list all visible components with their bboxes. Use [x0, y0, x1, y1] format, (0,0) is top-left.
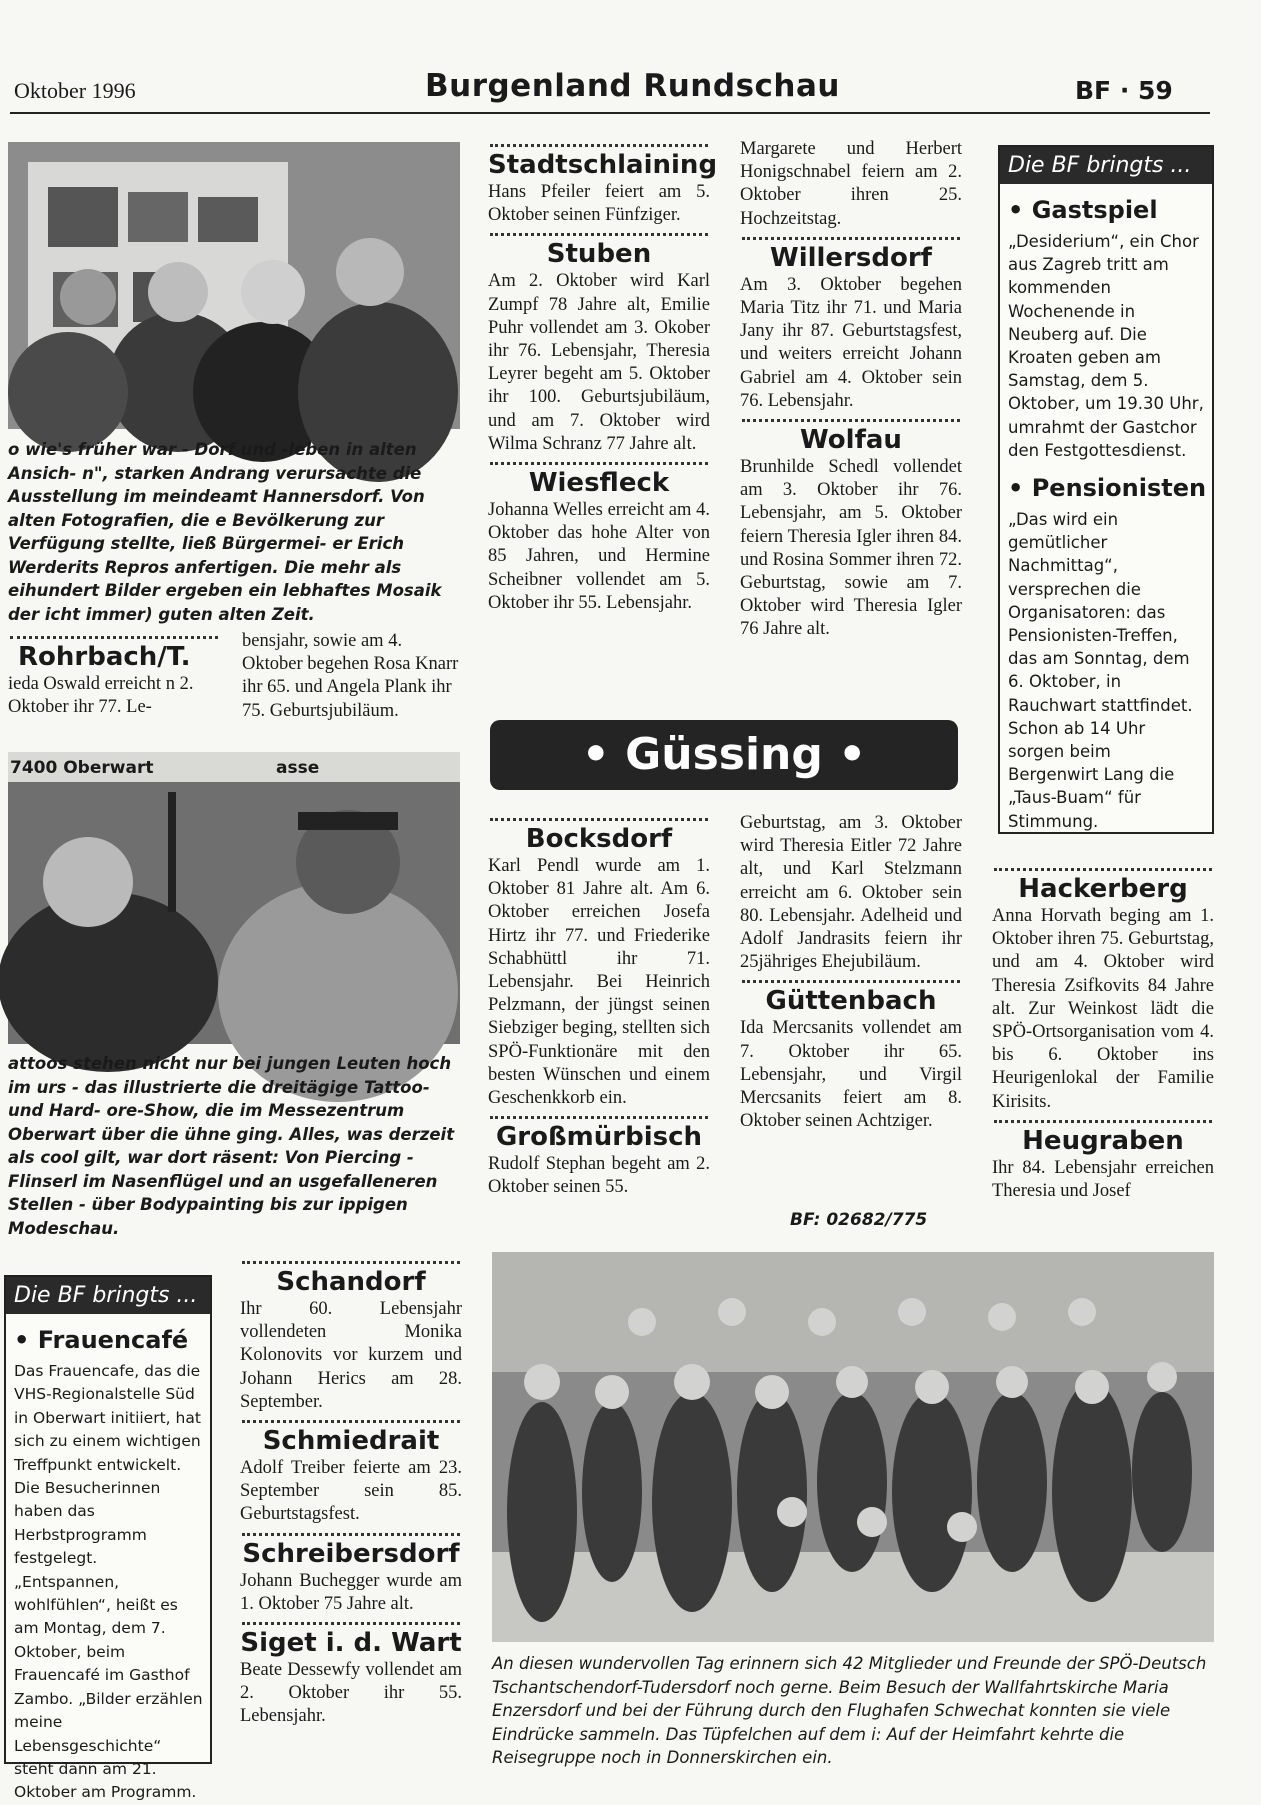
page-number: BF · 59 — [1075, 76, 1173, 105]
grossmuerbisch-heading: Großmürbisch — [495, 1122, 703, 1153]
stadtschlaining-heading: Stadtschlaining — [488, 150, 718, 180]
pensionisten-heading: • Pensionisten — [1008, 474, 1207, 503]
schandorf-text: Ihr 60. Lebensjahr vollendeten Monika Kolonovits vor kurzem und Johann Herics am 28. September. — [240, 1299, 462, 1412]
tattoo-caption: attoos stehen nicht nur bei jungen Leuten hoch im urs - das illustrierte die dreitägige Tattoo- und Hard- ore-Show, die im Messezentrum Oberwart über die ühne ging. Alles, was derzeit als cool gilt, war dort räsent: Von Piercing - Flinserl im Nasenflügel und an usgefalleneren Stellen - über Bodypainting bis zur ippigen Modeschau. — [8, 1054, 455, 1238]
divider — [742, 980, 960, 983]
divider — [490, 1116, 708, 1119]
heugraben-text: Ihr 84. Lebensjahr erreichen Theresia und Josef — [992, 1157, 1214, 1202]
box2-title: Die BF bringts ... — [6, 1277, 210, 1314]
wiesfleck-text: Johanna Welles erreicht am 4. Oktober das hohe Alter von 85 Jahren, und Hermine Scheibner vollendet am 5. Oktober ihr 55. Lebensjahr. — [488, 500, 710, 613]
wiesfleck-heading: Wiesfleck — [528, 468, 670, 499]
rohrbach-section — [8, 630, 220, 719]
exhibition-caption: o wie's früher war - Dorf und -leben in alten Ansich- n", starken Andrang verursachte die Ausstellung im meindeamt Hannersdorf. Von alten Fotografien, die e Bevölkerung zur Verfügung stellte, ließ Bürgermei- er Erich Werderits Repros anfertigen. Die mehr als eihundert Bilder ergeben ein lebhaftes Mosaik der icht immer) guten alten Zeit. — [8, 440, 442, 624]
bf-bringts-box-2 — [4, 1275, 212, 1802]
stuben-heading: Stuben — [546, 239, 652, 270]
rohrbach-heading: Rohrbach/T. — [18, 642, 191, 672]
siget-text: Beate Dessewfy vollendet am 2. Oktober ihr 55. Lebensjahr. — [240, 1660, 462, 1727]
divider — [490, 818, 708, 821]
siget-heading: Siget i. d. Wart — [240, 1628, 462, 1659]
bocksdorf-text: Karl Pendl wurde am 1. Oktober 81 Jahre alt. Am 6. Oktober erreichen Josefa Hirtz ihr 77. und Friederike Schabhüttl ihr 71. Lebensjahr. Bei Heinrich Pelzmann, der jüngst seinen Siebziger beging, stellten sich SPÖ-Funktionäre mit den besten Wünschen und einem Geschenkkorb ein. — [488, 856, 710, 1109]
divider — [742, 237, 960, 240]
column-2-bottom — [240, 1255, 462, 1775]
rohrbach-text-a: ieda Oswald erreicht n 2. Oktober ihr 77. Le- — [8, 674, 194, 718]
hackerberg-text: Anna Horvath beging am 1. Oktober ihren 75. Geburtstag, und am 4. Oktober wird Theresia Zsifkovits 84 Jahre alt. Zur Weinkost lädt die SPÖ-Ortsorganisation vom 4. bis 6. Oktober ins Heurigenlokal der Familie Kirisits. — [992, 906, 1214, 1112]
guettenbach-text: Ida Mercsanits vollendet am 7. Oktober ihr 65. Lebensjahr, und Virgil Mercsanits feiert am 8. Oktober seinen Achtziger. — [740, 1018, 962, 1132]
guessing-banner: • Güssing • — [490, 720, 958, 790]
gastspiel-heading: • Gastspiel — [1008, 196, 1158, 224]
divider — [242, 1533, 460, 1536]
guettenbach-heading: Güttenbach — [765, 986, 937, 1017]
tattoo-photo-art — [8, 752, 460, 1044]
divider — [994, 1120, 1212, 1123]
issue-date: Oktober 1996 — [14, 78, 136, 103]
frauencafe-heading: • Frauencafé — [14, 1326, 189, 1354]
group-photo — [492, 1252, 1214, 1642]
group-photo-art — [492, 1252, 1214, 1642]
divider — [490, 462, 708, 465]
bocksdorf-heading: Bocksdorf — [525, 824, 673, 854]
box1-title: Die BF bringts ... — [1000, 147, 1212, 184]
gastspiel-text: „Desiderium“, ein Chor aus Zagreb tritt am kommenden Wochenende in Neuberg auf. Die Kroaten geben am Samstag, dem 5. Oktober, um 19.30 Uhr, umrahmt der Gastchor den Festgottesdienst. — [1008, 232, 1204, 460]
heugraben-heading: Heugraben — [1022, 1125, 1184, 1156]
eitler-text: Geburtstag, am 3. Oktober wird Theresia Eitler 72 Jahre alt, und Karl Stelzmann erreicht am 6. Oktober sein 80. Lebensjahr. Adelheid und Adolf Jandrasits feiern ihr 25jähriges Ehejubiläum. — [740, 813, 962, 973]
divider — [490, 233, 708, 236]
sign-asse: asse — [276, 758, 320, 778]
bf-phone: BF: 02682/775 — [790, 1210, 928, 1230]
sign-oberwart: 7400 Oberwart — [10, 758, 154, 778]
bf-bringts-box-1 — [998, 145, 1214, 834]
column-2-top — [488, 138, 718, 698]
column-3-top — [740, 138, 962, 698]
column-2-middle — [488, 812, 710, 1242]
hackerberg-heading: Hackerberg — [1018, 874, 1188, 904]
wolfau-heading: Wolfau — [800, 425, 902, 456]
stuben-text: Am 2. Oktober wird Karl Zumpf 78 Jahre alt, Emilie Puhr vollendet am 3. Okober ihr 76. Lebensjahr, Theresia Leyrer begeht am 5. Oktober ihr 100. Geburtsjubiläum, und am 7. Oktober wird Wilma Schranz 77 Jahre alt. — [488, 271, 710, 454]
wolfau-text: Brunhilde Schedl vollendet am 3. Oktober ihr 76. Lebensjahr, am 5. Oktober feiern Theresia Igler ihren 84. und Rosina Sommer ihren 72. Geburtstag, sowie am 7. Oktober wird Theresia Igler 76 Jahre alt. — [740, 457, 962, 640]
exhibition-photo-art — [8, 142, 460, 429]
pensionisten-text: „Das wird ein gemütlicher Nachmittag“, versprechen die Organisatoren: das Pensionisten-Treffen, das am Sonntag, dem 6. Oktober, in Rauchwart stattfindet. Schon ab 14 Uhr sorgen beim Bergenwirt Lang die „Taus-Buam“ für Stimmung. — [1008, 510, 1193, 831]
exhibition-photo — [8, 142, 460, 429]
divider — [10, 636, 218, 639]
willersdorf-text: Am 3. Oktober begehen Maria Titz ihr 71. und Maria Jany ihr 87. Geburtstagsfest, und weiters erreicht Johann Gabriel am 4. Oktober sein 76. Lebensjahr. — [740, 274, 962, 411]
tattoo-photo — [8, 752, 460, 1044]
group-caption: An diesen wundervollen Tag erinnern sich 42 Mitglieder und Freunde der SPÖ-Deutsch Tschantschendorf-Tudersdorf noch gerne. Beim Besuch der Wallfahrtskirche Maria Enzersdorf und bei der Führung durch den Flughafen Schwechat konnten sie viele Eindrücke sammeln. Das Tüpfelchen auf dem i: Auf der Heimfahrt kehrte die Reisegruppe noch in Donnerskirchen ein. — [492, 1654, 1207, 1767]
divider — [742, 419, 960, 422]
schreibersdorf-text: Johann Buchegger wurde am 1. Oktober 75 Jahre alt. — [240, 1570, 462, 1614]
schmiedrait-text: Adolf Treiber feierte am 23. September sein 85. Geburtstagsfest. — [240, 1458, 462, 1525]
column-4-middle — [992, 862, 1214, 1237]
column-3-middle — [740, 812, 962, 1192]
schreibersdorf-heading: Schreibersdorf — [242, 1538, 460, 1569]
schmiedrait-heading: Schmiedrait — [262, 1426, 440, 1457]
frauencafe-text: Das Frauencafe, das die VHS-Regionalstelle Süd in Oberwart initiiert, hat sich zu einem wichtigen Treffpunkt entwickelt. Die Besucherinnen haben das Herbstprogramm festgelegt. „Entspannen, wohlfühlen“, heißt es am Montag, dem 7. Oktober, beim Frauencafé im Gasthof Zambo. „Bilder erzählen meine Lebensgeschichte“ steht dann am 21. Oktober am Programm. — [14, 1362, 203, 1802]
rohrbach-text-b: bensjahr, sowie am 4. Oktober begehen Rosa Knarr ihr 65. und Angela Plank ihr 75. Geburtsjubiläum. — [242, 631, 459, 721]
honigschnabel-text: Margarete und Herbert Honigschnabel feiern am 2. Oktober ihren 25. Hochzeitstag. — [740, 139, 962, 229]
header-rule — [10, 112, 1210, 114]
divider — [242, 1261, 460, 1264]
schandorf-heading: Schandorf — [276, 1267, 426, 1297]
grossmuerbisch-text: Rudolf Stephan begeht am 2. Oktober seinen 55. — [488, 1154, 710, 1198]
newspaper-title: Burgenland Rundschau — [425, 68, 840, 104]
divider — [994, 868, 1212, 871]
stadtschlaining-text: Hans Pfeiler feiert am 5. Oktober seinen Fünfziger. — [488, 182, 710, 226]
willersdorf-heading: Willersdorf — [770, 242, 932, 273]
divider — [242, 1420, 460, 1423]
divider — [242, 1622, 460, 1625]
divider — [490, 144, 708, 147]
